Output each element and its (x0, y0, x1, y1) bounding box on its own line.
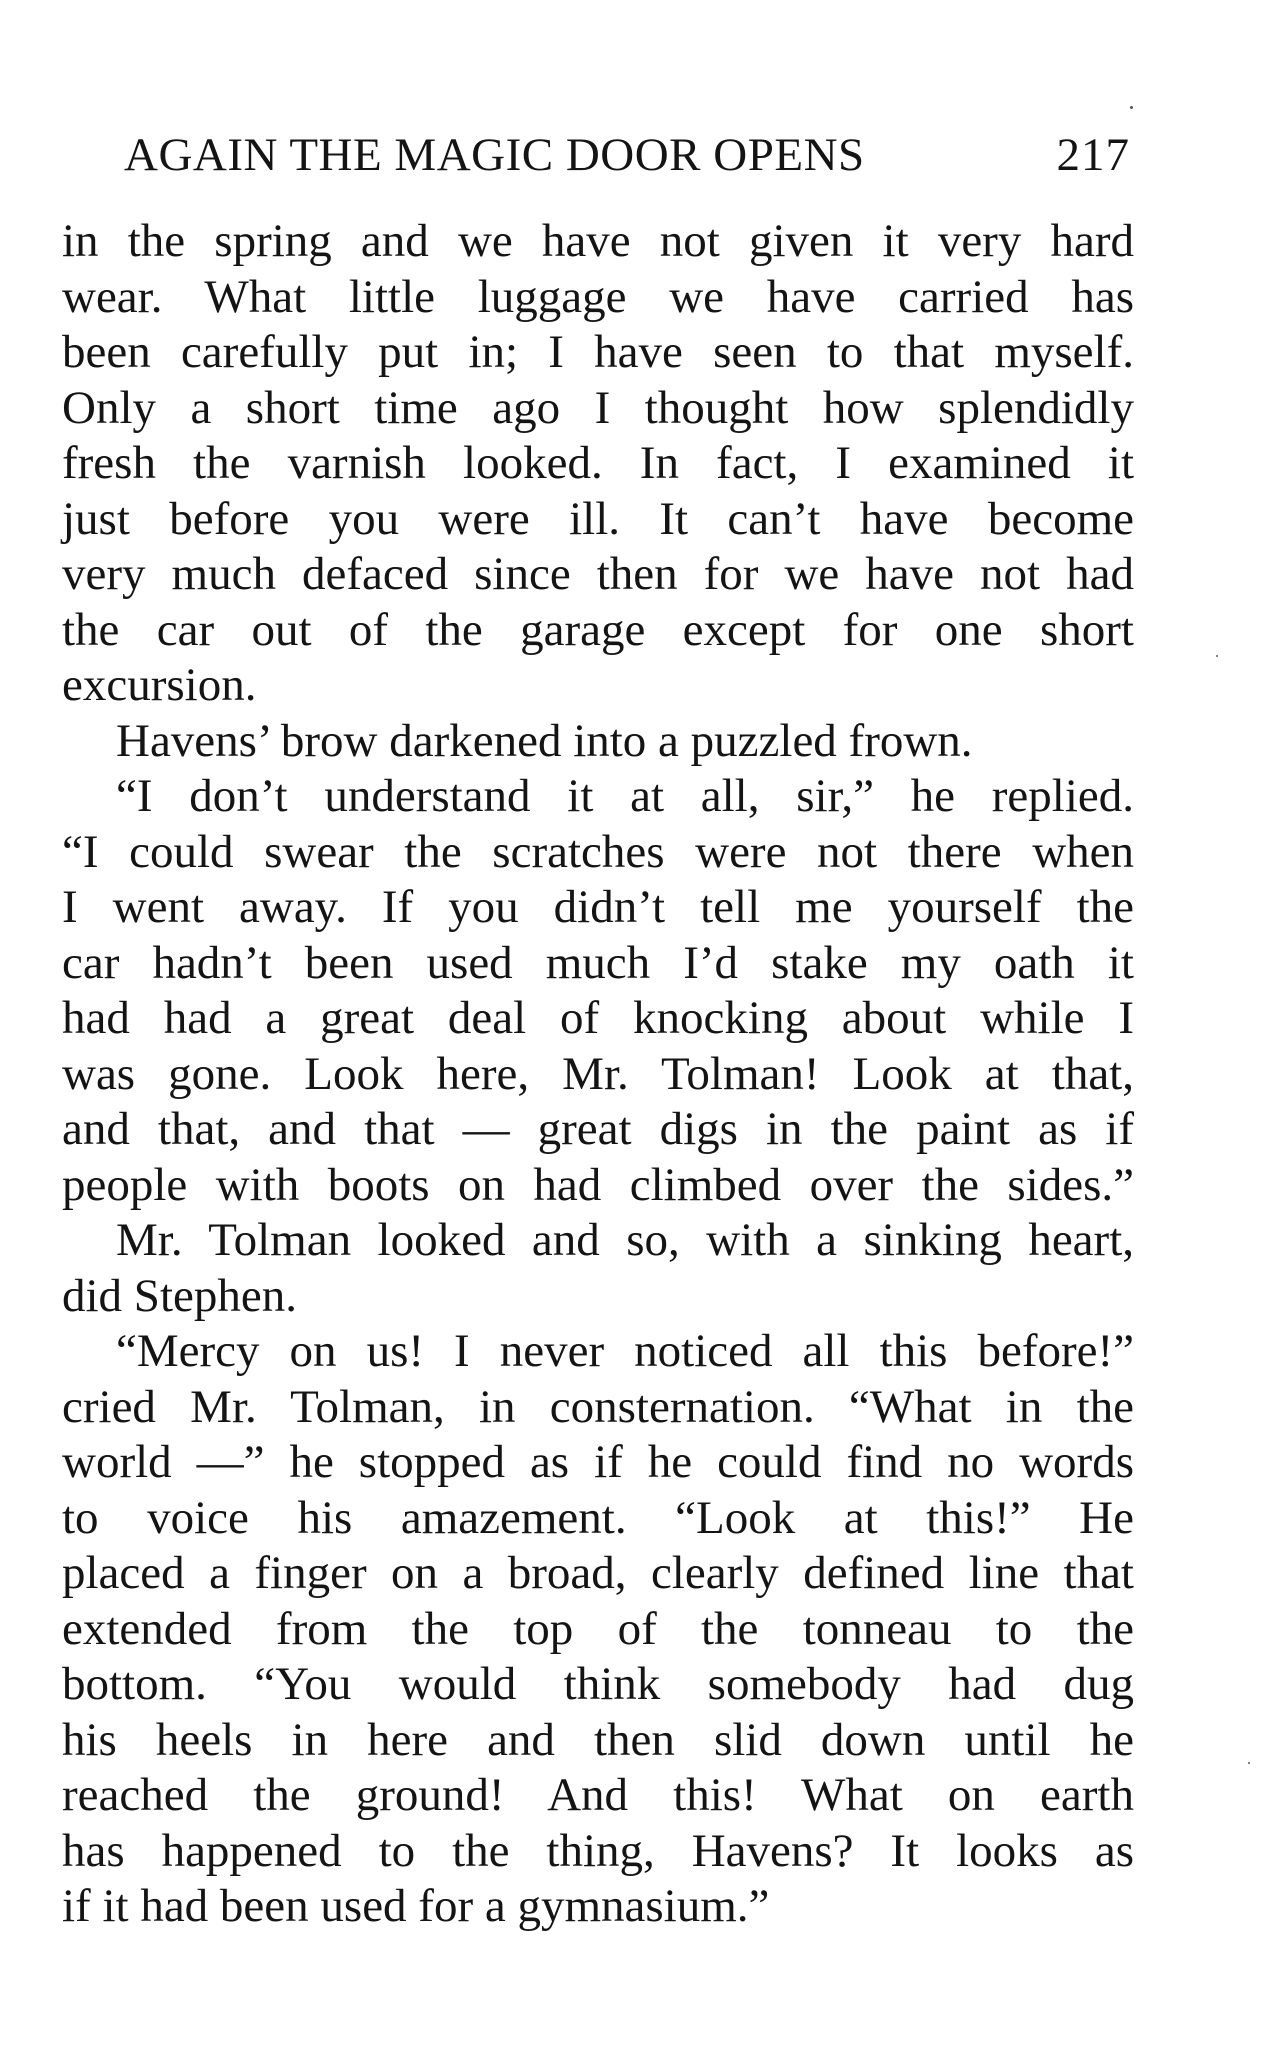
text-line: did Stephen. (62, 1269, 297, 1322)
text-line: cried Mr. Tolman, in consternation. “What in the (62, 1380, 1134, 1433)
text-line: “I could swear the scratches were not there when (62, 825, 1134, 878)
text-line: fresh the varnish looked. In fact, I examined it (62, 437, 1134, 489)
text-line: his heels in here and then slid down until he (62, 1713, 1134, 1766)
text-line: if it had been used for a gymnasium.” (62, 1880, 770, 1932)
text-line: and that, and that — great digs in the paint as if (62, 1103, 1134, 1155)
paragraph-first-line: Mr. Tolman looked and so, with a sinking heart, (116, 1214, 1134, 1266)
paragraph-first-line: “Mercy on us! I never noticed all this before!” (116, 1325, 1134, 1377)
text-line: in the spring and we have not given it very hard (62, 215, 1134, 267)
text-line: Only a short time ago I thought how splendidly (62, 381, 1134, 434)
text-line: world —” he stopped as if he could find no words (62, 1436, 1134, 1488)
text-line: reached the ground! And this! What on earth (62, 1769, 1134, 1821)
text-line: been carefully put in; I have seen to that myself. (62, 326, 1134, 378)
text-line: had had a great deal of knocking about while I (62, 992, 1134, 1044)
text-line: placed a finger on a broad, clearly defined line that (62, 1547, 1134, 1599)
text-line: bottom. “You would think somebody had dug (62, 1658, 1134, 1710)
text-line: has happened to the thing, Havens? It looks as (62, 1824, 1134, 1877)
paper-speck (1130, 106, 1133, 109)
text-line: I went away. If you didn’t tell me yourself the (62, 881, 1134, 933)
text-line: people with boots on had climbed over the sides.” (62, 1158, 1134, 1211)
text-line: just before you were ill. It can’t have become (62, 492, 1134, 545)
paragraph-first-line: Havens’ brow darkened into a puzzled frown. (116, 714, 973, 767)
text-line: excursion. (62, 659, 257, 711)
body-text (62, 214, 1134, 1935)
text-line: very much defaced since then for we have not had (62, 548, 1134, 600)
paper-speck (1216, 655, 1218, 657)
paragraph-first-line: “I don’t understand it at all, sir,” he replied. (116, 770, 1134, 822)
text-line: was gone. Look here, Mr. Tolman! Look at that, (62, 1047, 1134, 1100)
running-title: AGAIN THE MAGIC DOOR OPENS (124, 129, 865, 181)
text-line: the car out of the garage except for one short (62, 603, 1134, 656)
paper-speck (1248, 1762, 1250, 1764)
text-line: wear. What little luggage we have carried has (62, 270, 1134, 323)
running-header (124, 128, 1130, 184)
text-line: extended from the top of the tonneau to the (62, 1602, 1134, 1655)
text-line: to voice his amazement. “Look at this!” He (62, 1491, 1134, 1544)
text-line: car hadn’t been used much I’d stake my oath it (62, 936, 1134, 989)
page-number: 217 (1056, 129, 1130, 181)
